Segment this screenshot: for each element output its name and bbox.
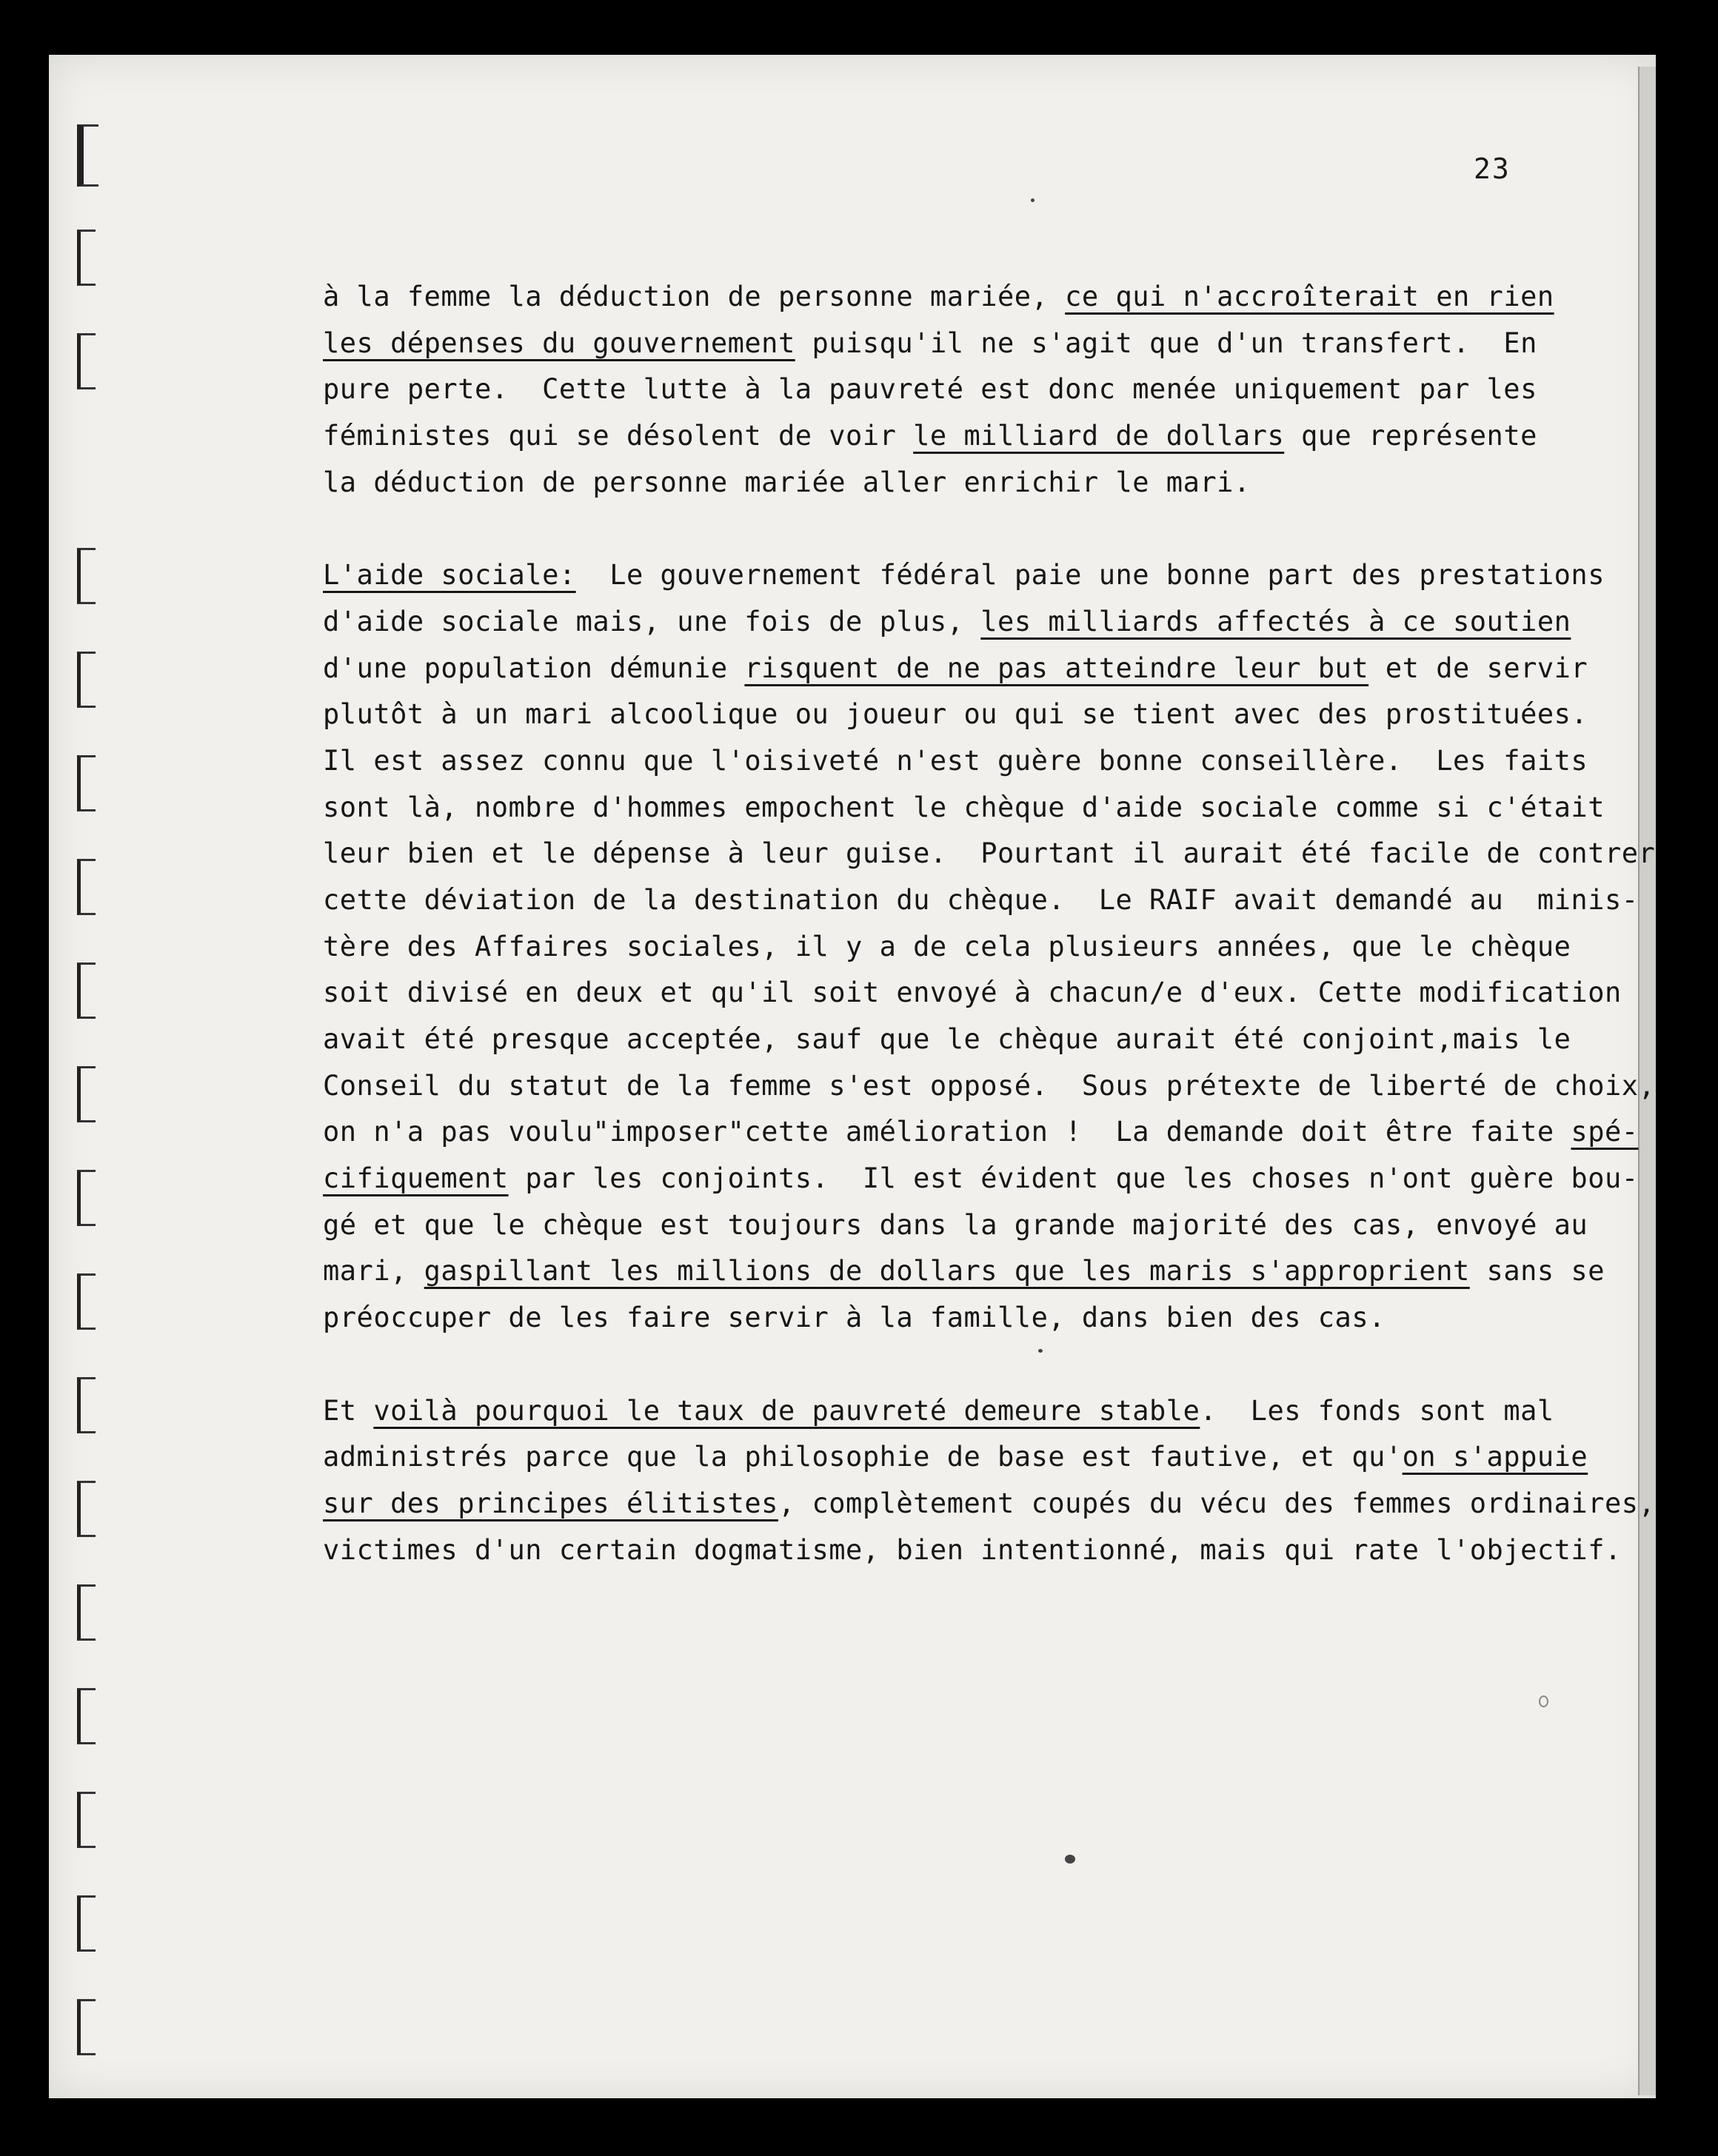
paragraph [323, 274, 1626, 506]
text-line [323, 1388, 1626, 1435]
text-segment: plutôt à un mari alcoolique ou joueur ou qui se tient avec des prostituées. [323, 698, 1588, 731]
underlined-text: spé- [1571, 1116, 1639, 1148]
text-line [323, 970, 1626, 1017]
text-line [323, 1063, 1656, 1110]
underlined-text: voilà pourquoi le taux de pauvreté demeure stable [373, 1394, 1200, 1427]
text-line [323, 321, 1626, 367]
underlined-text: gaspillant les millions de dollars que les maris s'approprient [424, 1255, 1470, 1288]
binding-mark [77, 1377, 96, 1433]
binding-mark [77, 1688, 96, 1744]
text-line [323, 1295, 1626, 1342]
text-segment: mari, [323, 1255, 424, 1288]
binding-mark [77, 1481, 96, 1537]
text-segment: pure perte. Cette lutte à la pauvreté est donc menée uniquement par les [323, 373, 1537, 406]
underlined-text: le milliard de dollars [913, 420, 1285, 452]
binding-mark [77, 1792, 96, 1848]
text-line [323, 1434, 1626, 1481]
text-line [323, 366, 1626, 413]
binding-mark [77, 652, 96, 708]
text-segment: . Les fonds sont mal [1200, 1394, 1554, 1427]
text-segment: que représente [1284, 420, 1537, 452]
text-segment: gé et que le chèque est toujours dans la grande majorité des cas, envoyé au [323, 1208, 1588, 1241]
binding-mark [77, 1999, 96, 2055]
text-segment: victimes d'un certain dogmatisme, bien intentionné, mais qui rate l'objectif. [323, 1533, 1622, 1566]
binding-mark [77, 1066, 96, 1122]
scan-speck [1539, 1695, 1548, 1707]
text-line [323, 1202, 1626, 1249]
text-segment: Il est assez connu que l'oisiveté n'est guère bonne conseillère. Les faits [323, 744, 1588, 777]
binding-mark [77, 333, 96, 389]
binding-mark [77, 859, 96, 915]
text-line [323, 1017, 1626, 1063]
text-segment: Le gouvernement fédéral paie une bonne part des prestations [575, 559, 1605, 592]
text-segment: d'aide sociale mais, une fois de plus, [323, 605, 981, 637]
underlined-text: L'aide sociale: [323, 559, 576, 592]
text-line [323, 1248, 1626, 1295]
text-line [323, 1156, 1639, 1202]
text-line [323, 1481, 1656, 1527]
text-segment: féministes qui se désolent de voir [323, 420, 914, 452]
binding-mark [77, 962, 96, 1019]
text-line [323, 274, 1626, 321]
text-segment: sont là, nombre d'hommes empochent le chèque d'aide sociale comme si c'était [323, 791, 1605, 823]
text-line [323, 924, 1626, 971]
text-segment: soit divisé en deux et qu'il soit envoyé à chacun/e d'eux. Cette modification [323, 977, 1622, 1009]
text-segment: administrés parce que la philosophie de base est fautive, et qu' [323, 1441, 1403, 1473]
binding-mark [77, 1170, 96, 1226]
text-line [323, 460, 1626, 506]
underlined-text: on s'appuie [1402, 1441, 1588, 1473]
binding-mark [77, 1273, 96, 1330]
text-line [323, 831, 1656, 877]
text-segment: préoccuper de les faire servir à la famille, dans bien des cas. [323, 1302, 1386, 1334]
underlined-text: risquent de ne pas atteindre leur but [744, 652, 1369, 684]
binding-mark [77, 755, 96, 811]
underlined-text: cifiquement [323, 1162, 509, 1195]
text-line [323, 413, 1626, 460]
text-line [323, 785, 1626, 831]
underlined-text: sur des principes élitistes [323, 1487, 778, 1519]
page-number: 23 [1474, 153, 1511, 185]
text-segment: par les conjoints. Il est évident que les choses n'ont guère bou- [508, 1162, 1639, 1195]
text-segment: cette déviation de la destination du chèque. Le RAIF avait demandé au minis- [323, 883, 1639, 916]
text-segment: , complètement coupés du vécu des femmes ordinaires, [778, 1487, 1656, 1519]
underlined-text: les dépenses du gouvernement [323, 327, 795, 359]
text-line [323, 1527, 1626, 1574]
text-segment: à la femme la déduction de personne mariée, [323, 281, 1066, 312]
text-segment: puisqu'il ne s'agit que d'un transfert. En [795, 327, 1537, 359]
underlined-text: les milliards affectés à ce soutien [980, 605, 1571, 637]
text-line [323, 599, 1626, 646]
paragraph [323, 1388, 1656, 1574]
text-line [323, 552, 1626, 599]
text-segment: avait été presque acceptée, sauf que le chèque aurait été conjoint,mais le [323, 1023, 1571, 1055]
text-segment: et de servir [1368, 652, 1588, 684]
text-line [323, 877, 1639, 924]
binding-mark [77, 1584, 96, 1641]
text-segment: on n'a pas voulu"imposer"cette amélioration ! La demande doit être faite [323, 1116, 1571, 1148]
text-segment: Et [323, 1394, 374, 1427]
text-line [323, 738, 1626, 785]
binding-mark [77, 548, 96, 604]
underlined-text: ce qui n'accroîterait en rien [1065, 281, 1554, 312]
body-text [323, 274, 1656, 1573]
binding-mark [77, 1895, 96, 1952]
binding-mark [77, 124, 98, 187]
text-segment: tère des Affaires sociales, il y a de cela plusieurs années, que le chèque [323, 930, 1571, 962]
text-segment: leur bien et le dépense à leur guise. Pourtant il aurait été facile de contrer [323, 837, 1656, 870]
text-line [323, 646, 1626, 692]
text-segment: la déduction de personne mariée aller enrichir le mari. [323, 466, 1251, 498]
text-line [323, 692, 1626, 738]
scan-speck [1031, 198, 1035, 202]
paragraph [323, 552, 1656, 1342]
text-segment: Conseil du statut de la femme s'est opposé. Sous prétexte de liberté de choix, [323, 1069, 1656, 1102]
text-segment: d'une population démunie [323, 652, 745, 684]
text-segment: sans se [1469, 1255, 1605, 1288]
scan-speck [1065, 1855, 1075, 1864]
text-line [323, 1109, 1639, 1156]
binding-mark [77, 230, 96, 286]
